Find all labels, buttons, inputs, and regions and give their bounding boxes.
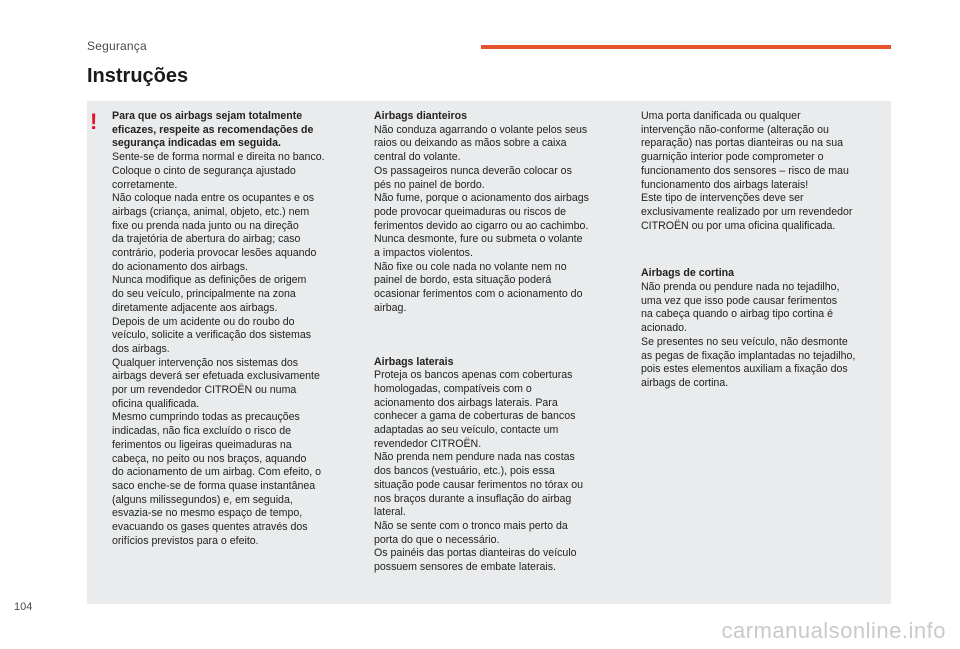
column-general-safety bbox=[112, 110, 357, 549]
page-number: 104 bbox=[14, 601, 33, 613]
curtain-airbags-text: Não prenda ou pendure nada no tejadilho, uma vez que isso pode causar ferimentos na cabeça quando o airbag tipo cortina é acionado. Se presentes no seu veículo, não desmonte as pegas de fixação implantadas no tejadilho, pois estes elementos auxiliam a fixação dos airbags de cortina. bbox=[641, 281, 856, 389]
section-accent-bar bbox=[481, 45, 891, 49]
door-sensor-text: Uma porta danificada ou qualquer intervenção não-conforme (alteração ou reparação) nas portas dianteiras ou na sua guarnição interior pode comprometer o funcionamento dos sensores – risco de mau funcionamento dos airbags laterais! Este tipo de intervenções deve ser exclusivamente realizado por um revendedor CITROËN ou por uma oficina qualificada. bbox=[641, 110, 853, 232]
general-safety-text: Sente-se de forma normal e direita no banco. Coloque o cinto de segurança ajustado corretamente. Não coloque nada entre os ocupantes e os airbags (criança, animal, objeto, etc.) nem fixe ou prenda nada junto ou na direção da trajetória de abertura do airbag; caso contrário, poderia provocar lesões aquando do acionamento dos airbags. Nunca modifique as definições de origem do seu veículo, principalmente na zona diretamente adjacente aos airbags. Depois de um acidente ou do roubo do veículo, solicite a verificação dos sistemas dos airbags. Qualquer intervenção nos sistemas dos airbags deverá ser efetuada exclusivamente por um revendedor CITROËN ou numa oficina qualificada. Mesmo cumprindo todas as precauções indicadas, não fica excluído o risco de ferimentos ou ligeiras queimaduras na cabeça, no peito ou nos braços, aquando do acionamento de um airbag. Com efeito, o saco enche-se de forma quase instantânea (alguns milissegundos) e, em seguida, esvazia-se no mesmo espaço de tempo, evacuando os gases quentes através dos orifícios previstos para o efeito. bbox=[112, 151, 325, 547]
front-airbags-heading: Airbags dianteiros bbox=[374, 110, 468, 122]
curtain-airbags-heading: Airbags de cortina bbox=[641, 267, 735, 280]
warning-icon: ! bbox=[90, 109, 98, 134]
column-front-side-airbags bbox=[374, 110, 624, 575]
page-title: Instruções bbox=[87, 65, 189, 87]
general-safety-heading: Para que os airbags sejam totalmente eficazes, respeite as recomendações de segurança indicadas em seguida. bbox=[112, 110, 314, 150]
section-label: Segurança bbox=[87, 39, 147, 53]
front-airbags-text: Não conduza agarrando o volante pelos seus raios ou deixando as mãos sobre a caixa central do volante. Os passageiros nunca deverão colocar os pés no painel de bordo. Não fume, porque o acionamento dos airbags pode provocar queimaduras ou riscos de ferimentos devido ao cigarro ou ao cachimbo. Nunca desmonte, fure ou submeta o volante a impactos violentos. Não fixe ou cole nada no volante nem no painel de bordo, esta situação poderá ocasionar ferimentos com o acionamento do airbag. bbox=[374, 123, 589, 314]
column-door-curtain-airbags bbox=[641, 110, 891, 391]
watermark: carmanualsonline.info bbox=[721, 618, 946, 643]
side-airbags-heading: Airbags laterais bbox=[374, 355, 454, 368]
spacer bbox=[374, 316, 624, 356]
side-airbags-text: Proteja os bancos apenas com coberturas homologadas, compatíveis com o acionamento dos airbags laterais. Para conhecer a gama de coberturas de bancos adaptadas ao seu veículo, contacte um revendedor CITROËN. Não prenda nem pendure nada nas costas dos bancos (vestuário, etc.), pois essa situação pode causar ferimentos no tórax ou nos braços durante a insuflação do airbag lateral. Não se sente com o tronco mais perto da porta do que o necessário. Os painéis das portas dianteiras do veículo possuem sensores de embate laterais. bbox=[374, 369, 584, 574]
spacer bbox=[641, 233, 891, 267]
